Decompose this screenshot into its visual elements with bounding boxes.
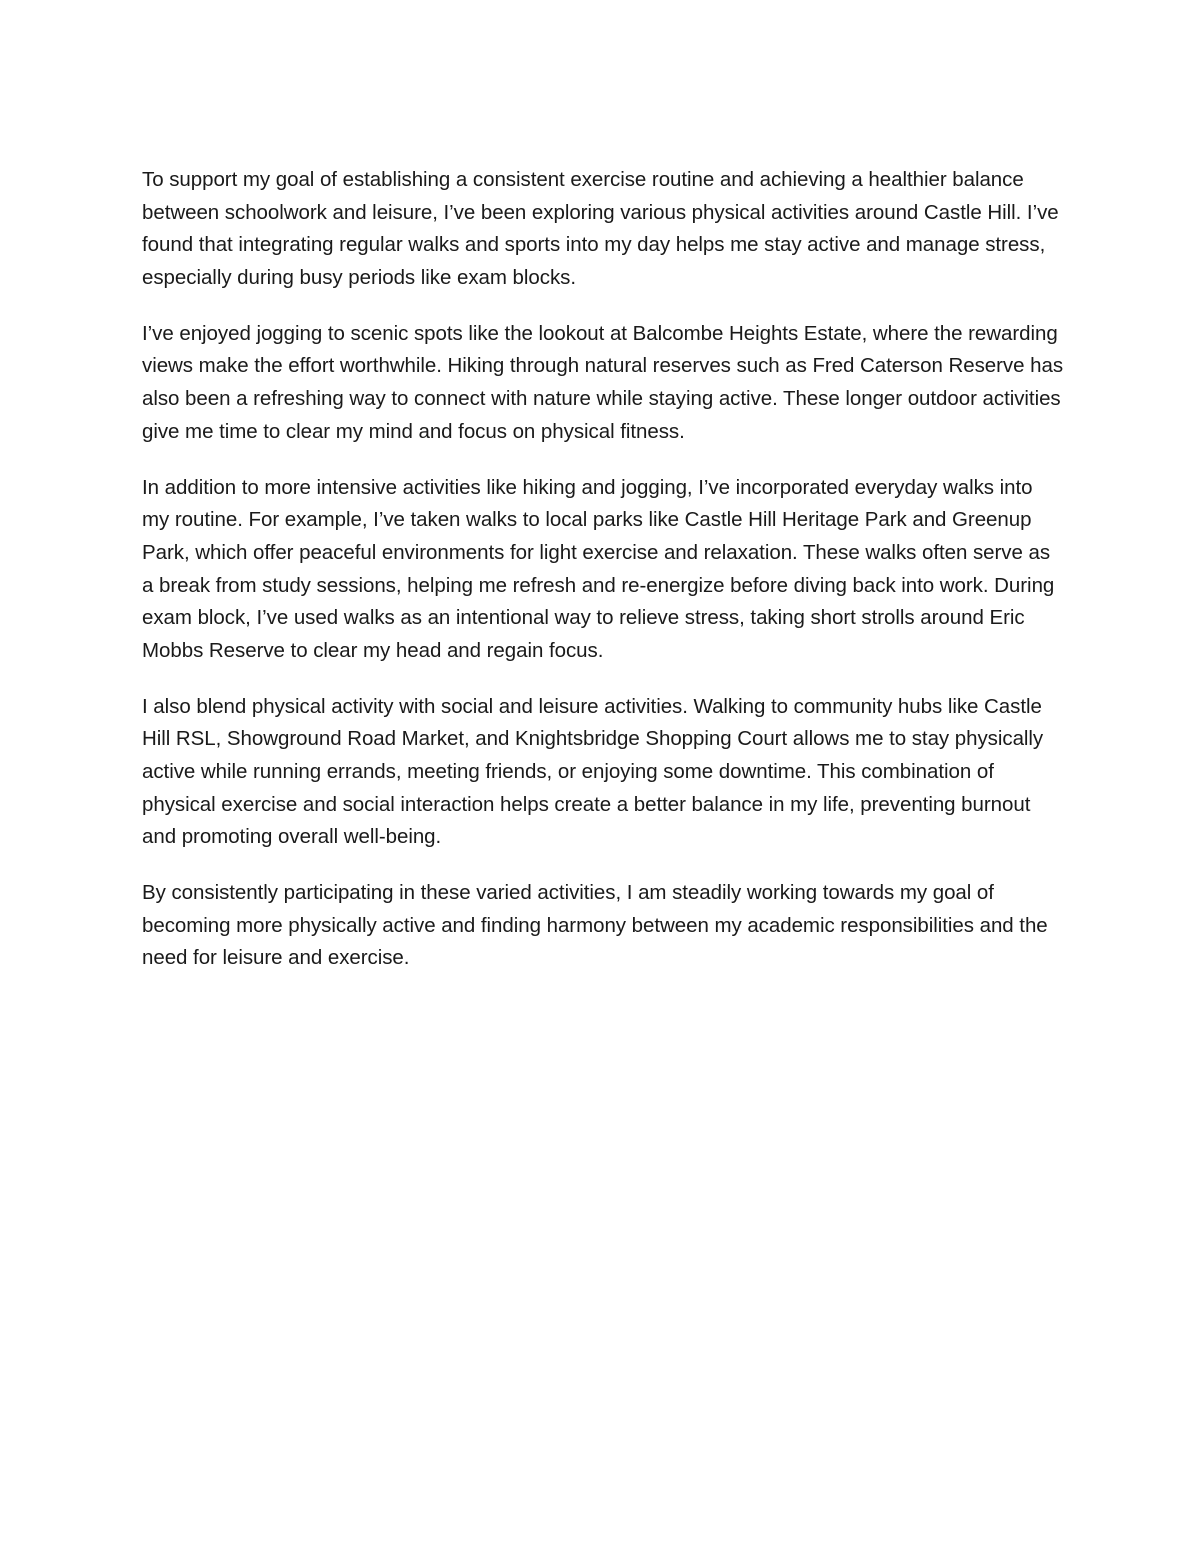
paragraph-3: In addition to more intensive activities like hiking and jogging, I’ve incorporated everyday walks into my routine. For example, I’ve taken walks to local parks like Castle Hill Heritage Park and Greenup Park, which offer peaceful environments for light exercise and relaxation. These walks often serve as a break from study sessions, helping me refresh and re-energize before diving back into work. During exam block, I’ve used walks as an intentional way to relieve stress, taking short strolls around Eric Mobbs Reserve to clear my head and regain focus. — [142, 475, 1055, 662]
paragraph-1: To support my goal of establishing a consistent exercise routine and achieving a healthier balance between schoolwork and leisure, I’ve been exploring various physical activities around Castle Hill. I’ve found that integrating regular walks and sports into my day helps me stay active and manage stress, especially during busy periods like exam blocks. — [142, 168, 1059, 289]
document-body — [142, 164, 1064, 999]
paragraph-5: By consistently participating in these varied activities, I am steadily working towards my goal of becoming more physically active and finding harmony between my academic responsibilities and the need for leisure and exercise. — [142, 881, 1048, 970]
paragraph-4: I also blend physical activity with social and leisure activities. Walking to community hubs like Castle Hill RSL, Showground Road Market, and Knightsbridge Shopping Court allows me to stay physically active while running errands, meeting friends, or enjoying some downtime. This combination of physical exercise and social interaction helps create a better balance in my life, preventing burnout and promoting overall well-being. — [142, 694, 1044, 849]
paragraph-2: I’ve enjoyed jogging to scenic spots like the lookout at Balcombe Heights Estate, where the rewarding views make the effort worthwhile. Hiking through natural reserves such as Fred Caterson Reserve has also been a refreshing way to connect with nature while staying active. These longer outdoor activities give me time to clear my mind and focus on physical fitness. — [142, 321, 1064, 443]
